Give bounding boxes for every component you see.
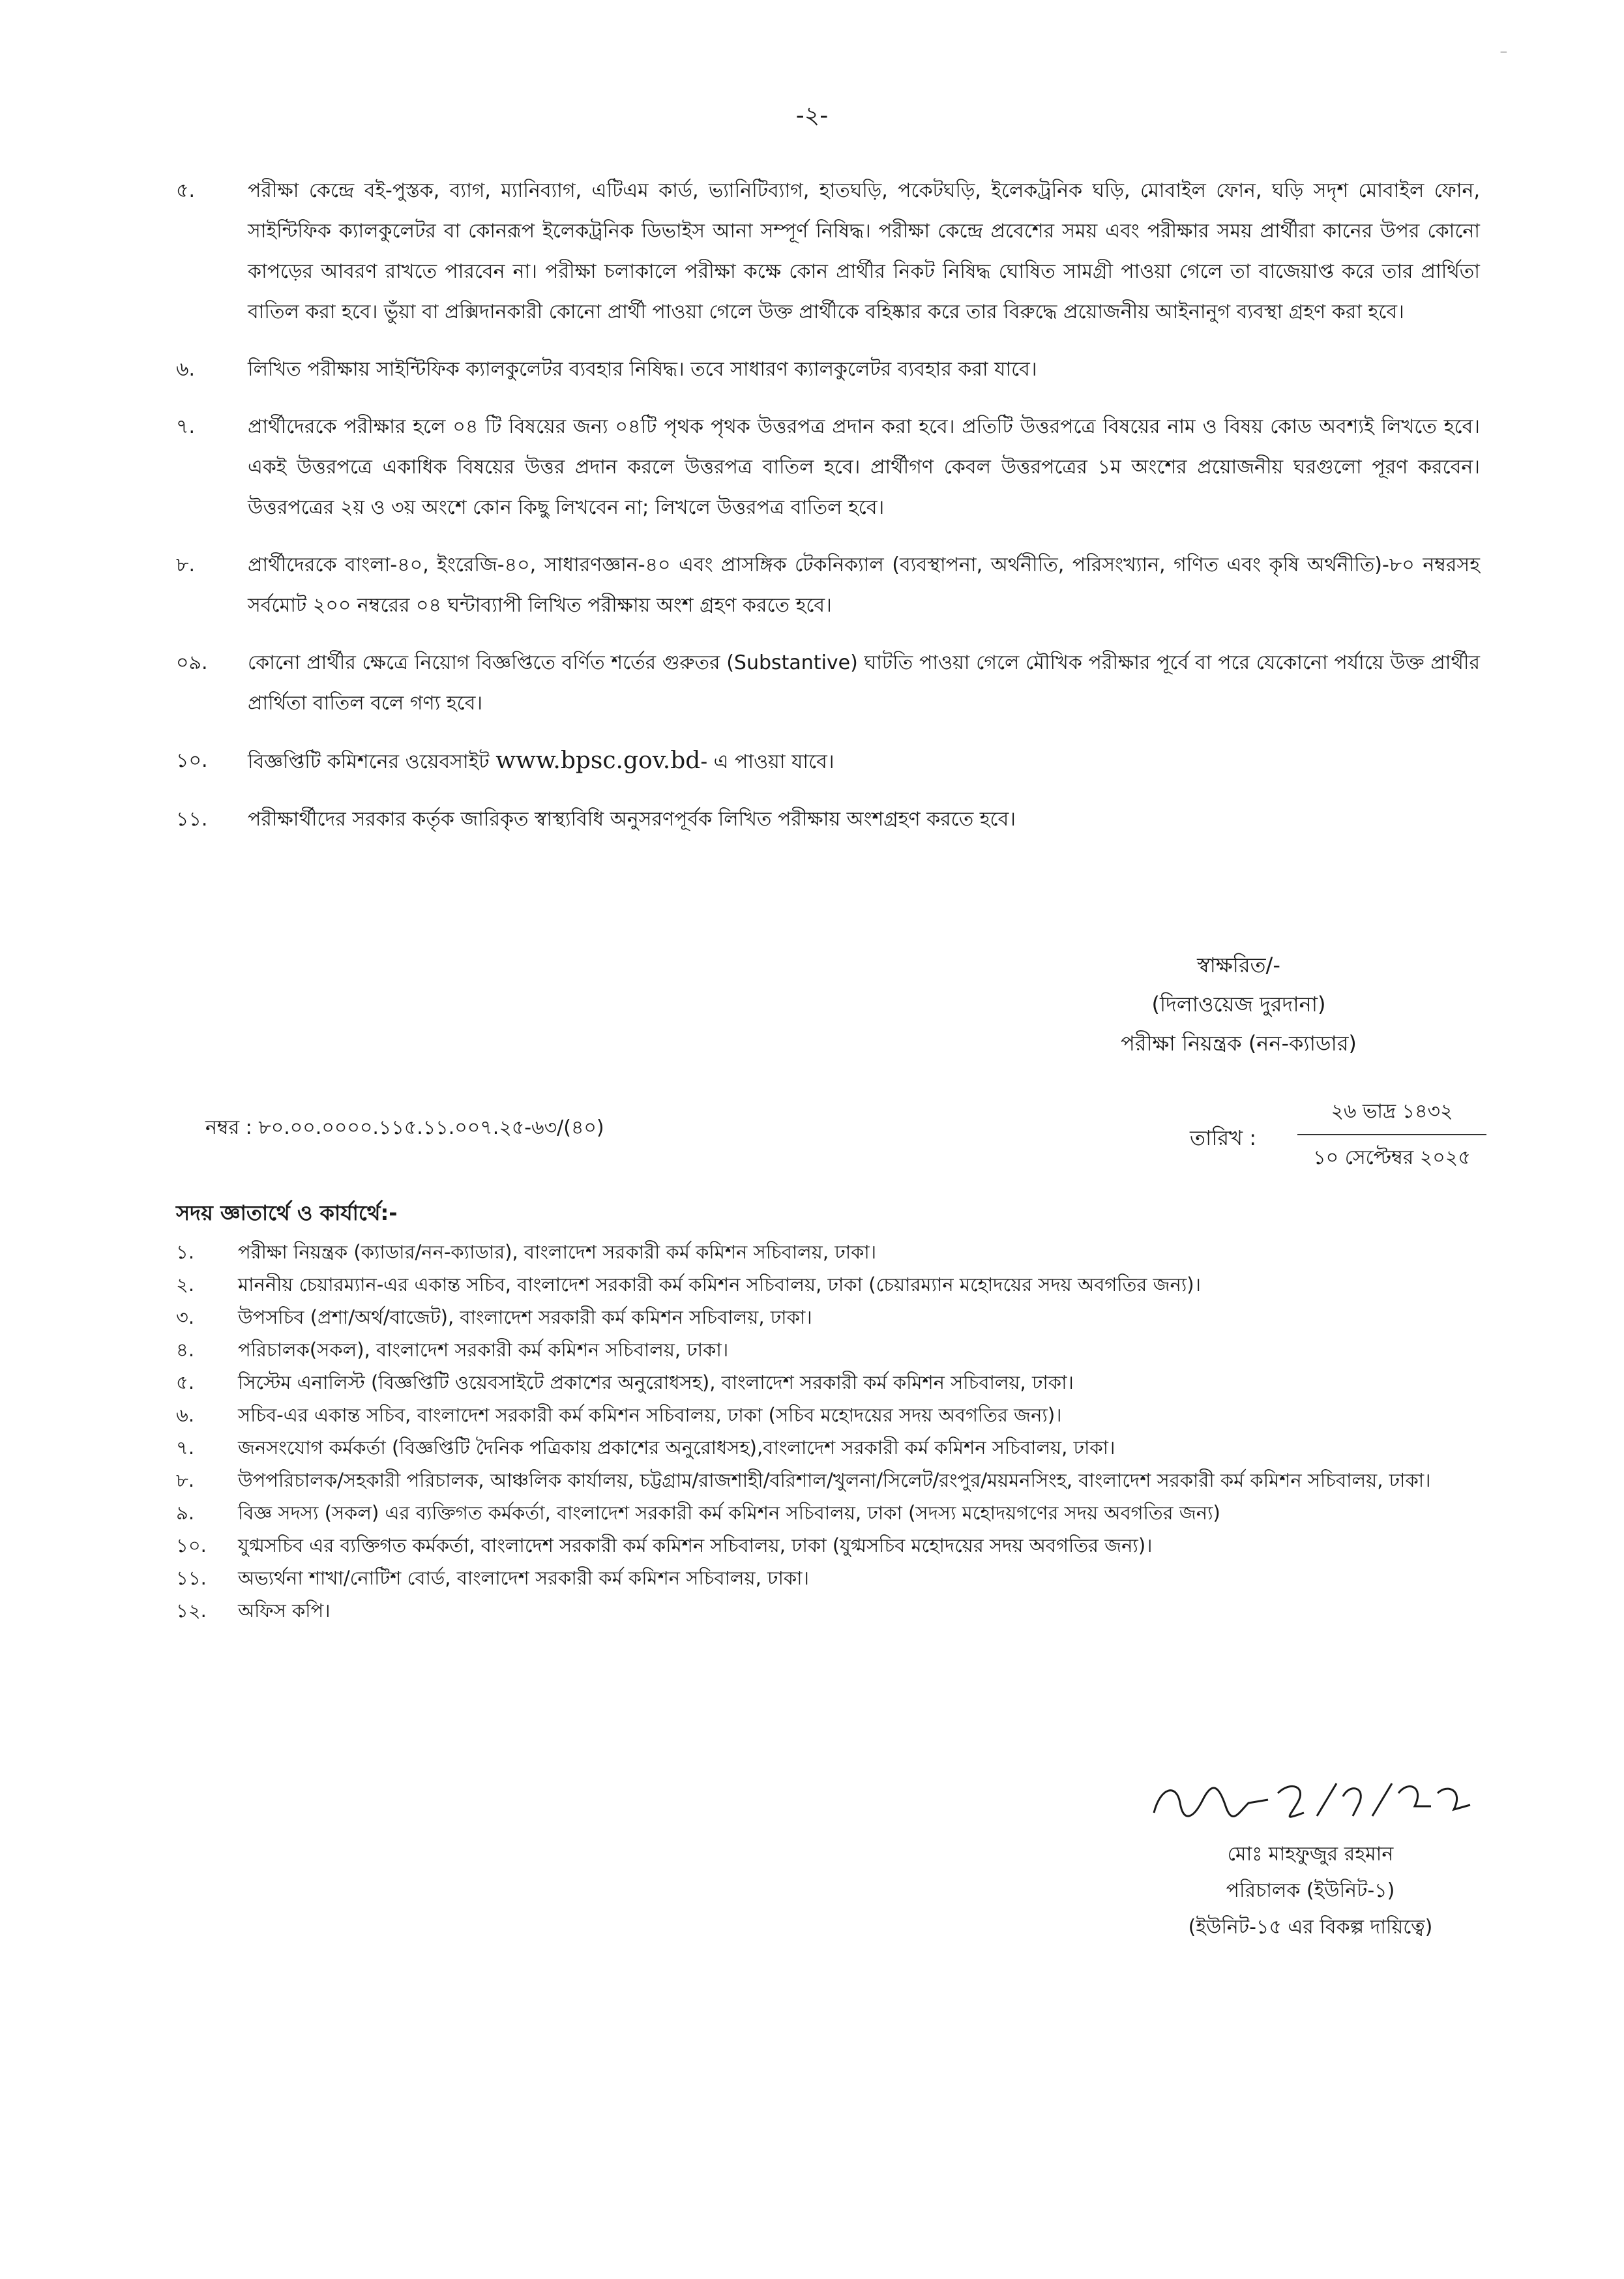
clause-item <box>176 643 1480 724</box>
clause-item <box>176 741 1480 782</box>
website-link[interactable]: www.bpsc.gov.bd <box>495 747 701 774</box>
cc-item <box>176 1562 1473 1594</box>
corner-mark: ⁻ <box>1499 46 1508 64</box>
signatory-note: (ইউনিট-১৫ এর বিকল্প দায়িত্বে) <box>1188 1916 1433 1939</box>
cc-number: ৯. <box>176 1502 195 1524</box>
date-block <box>1297 1095 1486 1175</box>
clause-list <box>176 171 1480 857</box>
signed-label: স্বাক্ষরিত/- <box>1197 953 1280 977</box>
date-bangla: ২৬ ভাদ্র ১৪৩২ <box>1297 1095 1486 1135</box>
cc-item <box>176 1399 1473 1431</box>
cc-item <box>176 1594 1473 1627</box>
cc-list <box>176 1236 1473 1627</box>
cc-number: ১১. <box>176 1567 207 1589</box>
cc-text: বিজ্ঞ সদস্য (সকল) এর ব্যক্তিগত কর্মকর্তা, বাংলাদেশ সরকারী কর্ম কমিশন সচিবালয়, ঢাকা (সদস্য মহোদয়গণের সদয় অবগতির জন্য) <box>238 1502 1220 1524</box>
cc-item <box>176 1431 1473 1464</box>
cc-number: ৪. <box>176 1339 195 1361</box>
clause-text: বিজ্ঞপ্তিটি কমিশনের ওয়েবসাইট <box>248 751 490 773</box>
signatory-name: মোঃ মাহফুজুর রহমান <box>1227 1843 1394 1866</box>
page-number: -২- <box>795 102 829 129</box>
date-label: তারিখ : <box>1190 1125 1257 1150</box>
cc-item <box>176 1333 1473 1366</box>
clause-text: পরীক্ষার্থীদের সরকার কর্তৃক জারিকৃত স্বাস্থ্যবিধি অনুসরণপূর্বক লিখিত পরীক্ষায় অংশগ্রহণ করতে হবে। <box>248 808 1016 831</box>
cc-number: ১২. <box>176 1600 207 1622</box>
cc-number: ৬. <box>176 1404 195 1426</box>
cc-number: ৮. <box>176 1469 195 1491</box>
clause-number: ৮. <box>176 554 196 576</box>
clause-item <box>176 407 1480 528</box>
cc-text: উপসচিব (প্রশা/অর্থ/বাজেট), বাংলাদেশ সরকারী কর্ম কমিশন সচিবালয়, ঢাকা। <box>238 1306 812 1328</box>
clause-number: ০৯. <box>176 651 208 674</box>
clause-text: কোনো প্রার্থীর ক্ষেত্রে নিয়োগ বিজ্ঞপ্তিতে বর্ণিত শর্তের গুরুতর (Substantive) ঘাটতি পাওয়া গেলে মৌখিক পরীক্ষার পূর্বে বা পরে যেকোনো পর্যায়ে উক্ত প্রার্থীর প্রার্থিতা বাতিল বলে গণ্য হবে। <box>248 651 1480 715</box>
clause-number: ৬. <box>176 358 196 381</box>
clause-number: ৭. <box>176 415 196 438</box>
signatory-designation: পরিচালক (ইউনিট-১) <box>1226 1879 1395 1902</box>
cc-text: যুগ্মসচিব এর ব্যক্তিগত কর্মকর্তা, বাংলাদেশ সরকারী কর্ম কমিশন সচিবালয়, ঢাকা (যুগ্মসচিব মহোদয়ের সদয় অবগতির জন্য)। <box>238 1534 1153 1557</box>
cc-heading: সদয় জ্ঞাতার্থে ও কার্যার্থে:- <box>176 1200 398 1225</box>
cc-text: মাননীয় চেয়ারম্যান-এর একান্ত সচিব, বাংলাদেশ সরকারী কর্ম কমিশন সচিবালয়, ঢাকা (চেয়ারম্যান মহোদয়ের সদয় অবগতির জন্য)। <box>238 1274 1201 1296</box>
cc-item <box>176 1236 1473 1268</box>
clause-item <box>176 171 1480 333</box>
cc-text: অফিস কপি। <box>238 1600 331 1622</box>
clause-number: ১১. <box>176 808 208 831</box>
cc-text: সচিব-এর একান্ত সচিব, বাংলাদেশ সরকারী কর্ম কমিশন সচিবালয়, ঢাকা (সচিব মহোদয়ের সদয় অবগতির জন্য)। <box>238 1404 1062 1426</box>
cc-text: পরীক্ষা নিয়ন্ত্রক (ক্যাডার/নন-ক্যাডার), বাংলাদেশ সরকারী কর্ম কমিশন সচিবালয়, ঢাকা। <box>238 1241 877 1263</box>
clause-item <box>176 799 1480 840</box>
cc-number: ৭. <box>176 1437 195 1459</box>
cc-number: ১০. <box>176 1534 207 1557</box>
cc-number: ৩. <box>176 1306 195 1328</box>
cc-number: ২. <box>176 1274 195 1296</box>
clause-number: ১০. <box>176 749 208 772</box>
handwritten-signature <box>1141 1774 1480 1832</box>
clause-item <box>176 350 1480 390</box>
cc-number: ১. <box>176 1241 195 1263</box>
date-gregorian: ১০ সেপ্টেম্বর ২০২৫ <box>1313 1146 1471 1169</box>
cc-number: ৫. <box>176 1371 195 1393</box>
cc-item <box>176 1464 1473 1497</box>
memo-number: নম্বর : ৮০.০০.০০০০.১১৫.১১.০০৭.২৫-৬৩/(৪০) <box>205 1116 604 1139</box>
clause-number: ৫. <box>176 179 196 202</box>
cc-text: পরিচালক(সকল), বাংলাদেশ সরকারী কর্ম কমিশন সচিবালয়, ঢাকা। <box>238 1339 729 1361</box>
cc-item <box>176 1268 1473 1301</box>
clause-text: পরীক্ষা কেন্দ্রে বই-পুস্তক, ব্যাগ, ম্যানিব্যাগ, এটিএম কার্ড, ভ্যানিটিব্যাগ, হাতঘড়ি, পকেটঘড়ি, ইলেকট্রনিক ঘড়ি, মোবাইল ফোন, ঘড়ি সদৃশ মোবাইল ফোন, সাইন্টিফিক ক্যালকুলেটর বা কোনরূপ ইলেকট্রনিক ডিভাইস আনা সম্পূর্ণ নিষিদ্ধ। পরীক্ষা কেন্দ্রে প্রবেশের সময় এবং পরীক্ষার সময় প্রার্থীরা কানের উপর কোনো কাপড়ের আবরণ রাখতে পারবেন না। পরীক্ষা চলাকালে পরীক্ষা কক্ষে কোন প্রার্থীর নিকট নিষিদ্ধ ঘোষিত সামগ্রী পাওয়া গেলে তা বাজেয়াপ্ত করে তার প্রার্থিতা বাতিল করা হবে। ভুঁয়া বা প্রক্সিদানকারী কোনো প্রার্থী পাওয়া গেলে উক্ত প্রার্থীকে বহিষ্কার করে তার বিরুদ্ধে প্রয়োজনীয় আইনানুগ ব্যবস্থা গ্রহণ করা হবে। <box>248 179 1480 323</box>
signatory-name: (দিলাওয়েজ দুরদানা) <box>1151 992 1326 1017</box>
cc-text: সিস্টেম এনালিস্ট (বিজ্ঞপ্তিটি ওয়েবসাইটে প্রকাশের অনুরোধসহ), বাংলাদেশ সরকারী কর্ম কমিশন সচিবালয়, ঢাকা। <box>238 1371 1074 1393</box>
clause-item <box>176 545 1480 626</box>
clause-text: - এ পাওয়া যাবে। <box>700 751 834 773</box>
cc-text: জনসংযোগ কর্মকর্তা (বিজ্ঞপ্তিটি দৈনিক পত্রিকায় প্রকাশের অনুরোধসহ),বাংলাদেশ সরকারী কর্ম কমিশন সচিবালয়, ঢাকা। <box>238 1437 1115 1459</box>
cc-item <box>176 1497 1473 1529</box>
cc-text: অভ্যর্থনা শাখা/নোটিশ বোর্ড, বাংলাদেশ সরকারী কর্ম কমিশন সচিবালয়, ঢাকা। <box>238 1567 809 1589</box>
clause-text: প্রার্থীদেরকে বাংলা-৪০, ইংরেজি-৪০, সাধারণজ্ঞান-৪০ এবং প্রাসঙ্গিক টেকনিক্যাল (ব্যবস্থাপনা, অর্থনীতি, পরিসংখ্যান, গণিত এবং কৃষি অর্থনীতি)-৮০ নম্বরসহ সর্বমোট ২০০ নম্বরের ০৪ ঘন্টাব্যাপী লিখিত পরীক্ষায় অংশ গ্রহণ করতে হবে। <box>248 554 1480 617</box>
signature-block-controller <box>1011 946 1467 1063</box>
cc-text: উপপরিচালক/সহকারী পরিচালক, আঞ্চলিক কার্যালয়, চট্টগ্রাম/রাজশাহী/বরিশাল/খুলনা/সিলেট/রংপুর/ময়মনসিংহ, বাংলাদেশ সরকারী কর্ম কমিশন সচিবালয়, ঢাকা। <box>238 1469 1431 1491</box>
cc-item <box>176 1366 1473 1399</box>
signature-block-director <box>1108 1774 1513 1946</box>
signatory-designation: পরীক্ষা নিয়ন্ত্রক (নন-ক্যাডার) <box>1121 1031 1357 1056</box>
cc-item <box>176 1529 1473 1562</box>
cc-item <box>176 1301 1473 1333</box>
clause-text: প্রার্থীদেরকে পরীক্ষার হলে ০৪ টি বিষয়ের জন্য ০৪টি পৃথক পৃথক উত্তরপত্র প্রদান করা হবে। প্রতিটি উত্তরপত্রে বিষয়ের নাম ও বিষয় কোড অবশ্যই লিখতে হবে। একই উত্তরপত্রে একাধিক বিষয়ের উত্তর প্রদান করলে উত্তরপত্র বাতিল হবে। প্রার্থীগণ কেবল উত্তরপত্রের ১ম অংশের প্রয়োজনীয় ঘরগুলো পূরণ করবেন। উত্তরপত্রের ২য় ও ৩য় অংশে কোন কিছু লিখবেন না; লিখলে উত্তরপত্র বাতিল হবে। <box>248 415 1480 519</box>
clause-text: লিখিত পরীক্ষায় সাইন্টিফিক ক্যালকুলেটর ব্যবহার নিষিদ্ধ। তবে সাধারণ ক্যালকুলেটর ব্যবহার করা যাবে। <box>248 358 1037 381</box>
